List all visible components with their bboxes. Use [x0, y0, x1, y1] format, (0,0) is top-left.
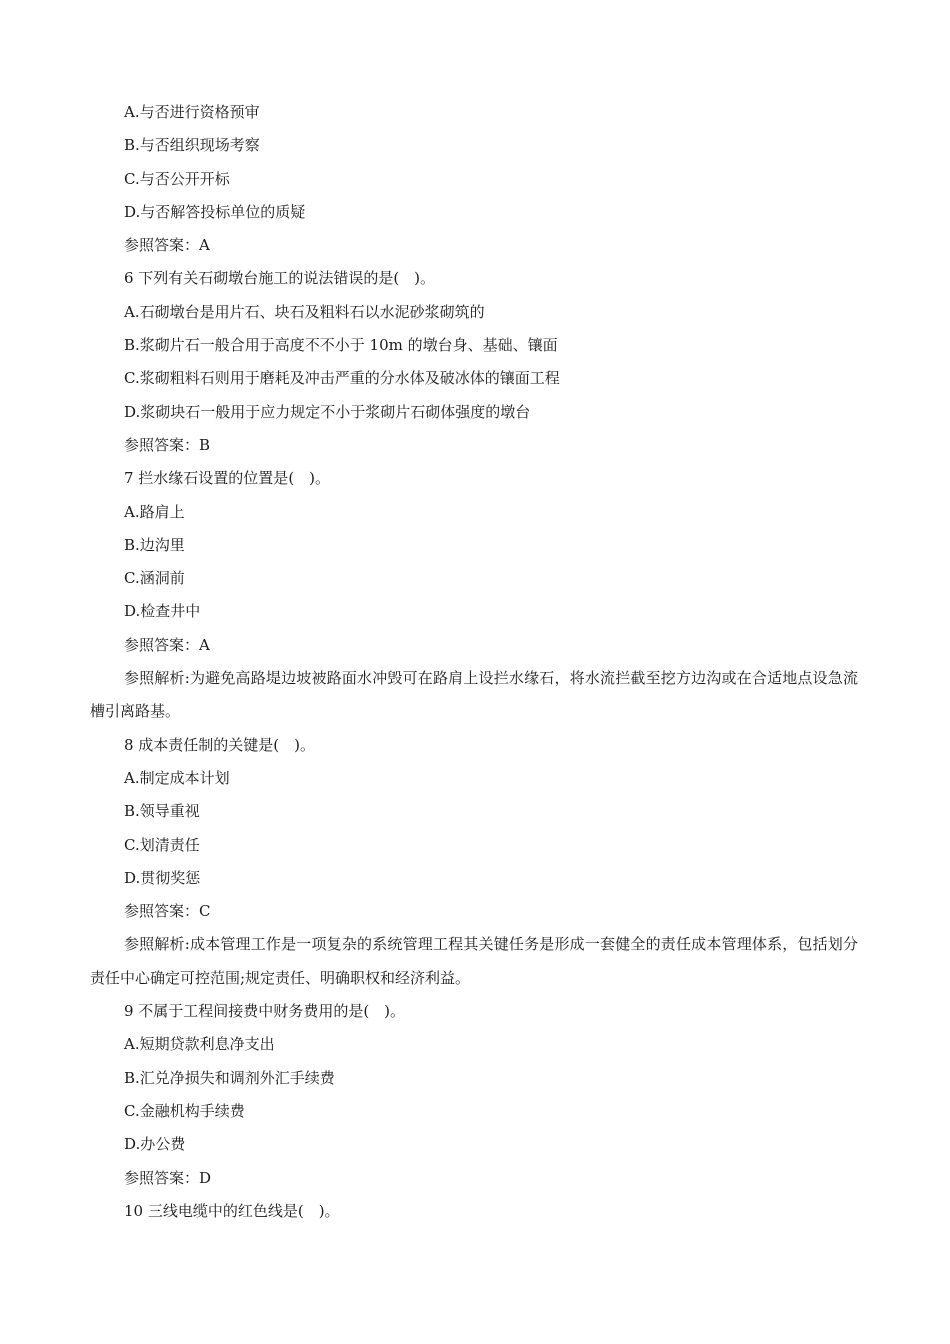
- question-10: [90, 1195, 858, 1228]
- question-stem: 9 不属于工程间接费中财务费用的是( )。: [124, 1002, 406, 1021]
- option-c: C.划清责任: [124, 835, 200, 854]
- question-stem: 7 拦水缘石设置的位置是( )。: [124, 469, 331, 488]
- option-d: D.浆砌块石一般用于应力规定不小于浆砌片石砌体强度的墩台: [124, 402, 531, 421]
- question-stem: 10 三线电缆中的红色线是( )。: [124, 1201, 340, 1220]
- option-d: D.与否解答投标单位的质疑: [124, 202, 306, 221]
- answer: 参照答案：C: [124, 902, 211, 921]
- analysis: 参照解析:为避免高路堤边坡被路面水冲毁可在路肩上设拦水缘石，将水流拦截至挖方边沟或在合适地点设急流槽引离路基。: [90, 669, 858, 721]
- answer: 参照答案：D: [124, 1168, 212, 1187]
- option-c: C.涵洞前: [124, 569, 185, 588]
- option-c: C.与否公开开标: [124, 169, 230, 188]
- option-b: B.领导重视: [124, 802, 200, 821]
- analysis: 参照解析:成本管理工作是一项复杂的系统管理工程其关键任务是形成一套健全的责任成本管理体系，包括划分责任中心确定可控范围;规定责任、明确职权和经济利益。: [90, 935, 858, 987]
- option-a: A.与否进行资格预审: [124, 103, 260, 121]
- option-d: D.办公费: [124, 1135, 186, 1154]
- answer: 参照答案：B: [124, 435, 211, 454]
- question-7: [90, 462, 858, 728]
- option-c: C.金融机构手续费: [124, 1101, 245, 1120]
- option-b: B.边沟里: [124, 535, 185, 554]
- option-b: B.与否组织现场考察: [124, 136, 260, 155]
- answer: 参照答案：A: [124, 236, 210, 255]
- question-stem: 8 成本责任制的关键是( )。: [124, 735, 316, 754]
- option-b: B.浆砌片石一般合用于高度不不小于 10m 的墩台身、基础、镶面: [124, 336, 558, 355]
- option-d: D.贯彻奖惩: [124, 868, 201, 887]
- option-a: A.短期贷款利息净支出: [124, 1035, 275, 1054]
- question-stem: 6 下列有关石砌墩台施工的说法错误的是( )。: [124, 269, 436, 288]
- question-5: [90, 96, 858, 262]
- option-d: D.检查井中: [124, 602, 201, 621]
- option-a: A.制定成本计划: [124, 768, 230, 787]
- option-a: A.路肩上: [124, 502, 185, 521]
- option-a: A.石砌墩台是用片石、块石及粗料石以水泥砂浆砌筑的: [124, 302, 485, 321]
- option-b: B.汇兑净损失和调剂外汇手续费: [124, 1068, 335, 1087]
- document-body: [90, 96, 858, 1228]
- question-8: [90, 729, 858, 995]
- option-c: C.浆砌粗料石则用于磨耗及冲击严重的分水体及破冰体的镶面工程: [124, 369, 560, 388]
- question-6: [90, 262, 858, 462]
- answer: 参照答案：A: [124, 635, 210, 654]
- question-9: [90, 995, 858, 1195]
